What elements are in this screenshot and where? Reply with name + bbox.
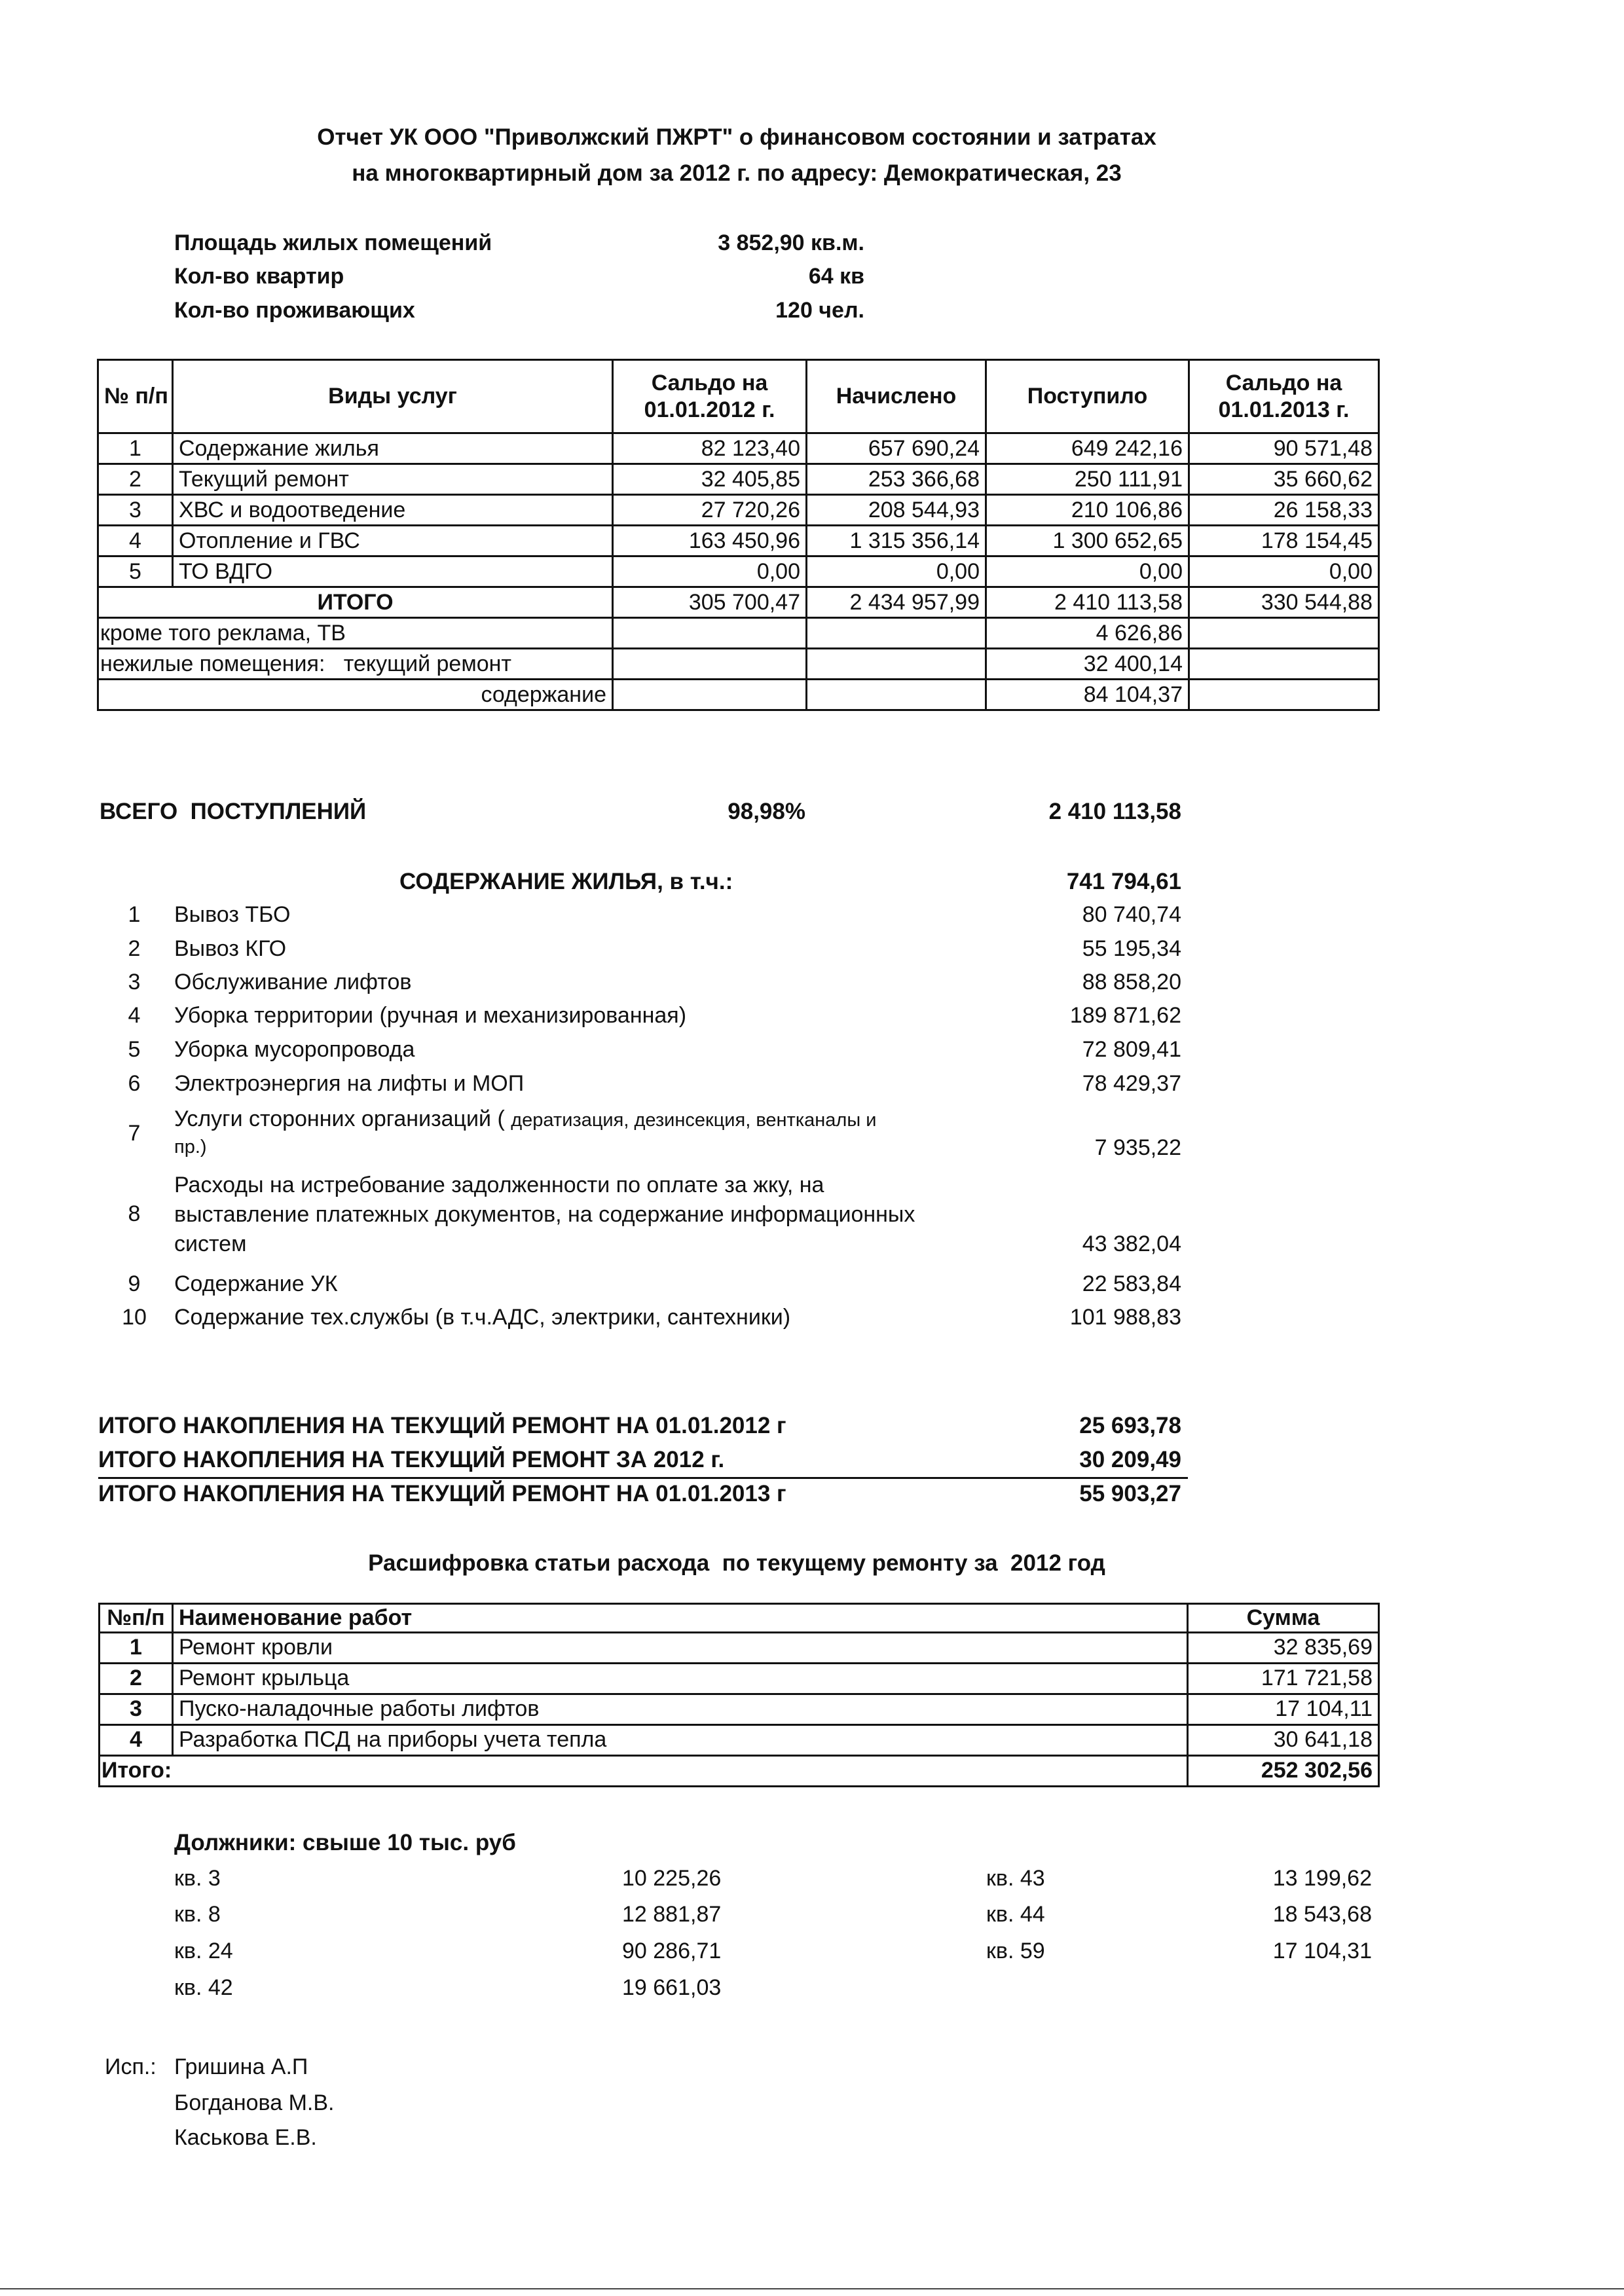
services-table (97, 359, 1380, 711)
work-name: Ремонт кровли (173, 1632, 1188, 1663)
executor-name: Гришина А.П (174, 2054, 308, 2079)
col-header-work: Наименование работ (173, 1604, 1188, 1633)
extra-received: 84 104,37 (986, 680, 1189, 710)
service-name: ТО ВДГО (173, 556, 613, 587)
item-name: Содержание тех.службы (в т.ч.АДС, электрики, сантехники) (174, 1305, 791, 1330)
report-title-line-1: Отчет УК ООО "Приволжский ПЖРТ" о финансовом состоянии и затратах (317, 124, 1156, 150)
saldo-end: 178 154,45 (1189, 526, 1379, 556)
received: 0,00 (986, 556, 1189, 587)
item-number: 4 (128, 1003, 141, 1028)
saldo-start: 0,00 (613, 556, 807, 587)
item-amount: 72 809,41 (1082, 1037, 1181, 1062)
table-row (98, 495, 1379, 526)
table-row (100, 1724, 1379, 1755)
row-number: 2 (98, 464, 173, 495)
table-row (100, 1694, 1379, 1724)
service-name: ХВС и водоотведение (173, 495, 613, 526)
repairs-total-row (100, 1755, 1379, 1786)
saldo-end: 0,00 (1189, 556, 1379, 587)
item-amount: 55 195,34 (1082, 936, 1181, 961)
service-name: Отопление и ГВС (173, 526, 613, 556)
row-number: 5 (98, 556, 173, 587)
saldo-start: 82 123,40 (613, 433, 807, 464)
debtor-amount: 18 543,68 (1272, 1902, 1372, 1927)
item-amount: 88 858,20 (1082, 970, 1181, 994)
saldo-start: 163 450,96 (613, 526, 807, 556)
maintenance-total: 741 794,61 (1066, 869, 1181, 894)
accumulation-divider (98, 1477, 1188, 1479)
item-name-line-2: выставление платежных документов, на содержание информационных (174, 1202, 915, 1227)
table-row (100, 1632, 1379, 1663)
row-number: 2 (100, 1663, 173, 1694)
col-header-number: № п/п (98, 360, 173, 433)
col-header-saldo-start: Сальдо на 01.01.2012 г. (613, 360, 807, 433)
repairs-table (98, 1603, 1380, 1787)
item-amount: 43 382,04 (1082, 1231, 1181, 1256)
extra-label: содержание (98, 680, 613, 710)
empty-cell (807, 649, 986, 680)
work-sum: 171 721,58 (1188, 1663, 1379, 1694)
item-name-main: Услуги сторонних организаций ( (174, 1106, 505, 1131)
total-saldo-start: 305 700,47 (613, 587, 807, 618)
service-name: Текущий ремонт (173, 464, 613, 495)
item-amount: 7 935,22 (1094, 1135, 1181, 1160)
row-number: 4 (98, 526, 173, 556)
total-saldo-end: 330 544,88 (1189, 587, 1379, 618)
table-row (98, 556, 1379, 587)
total-row (98, 587, 1379, 618)
debtor-apartment: кв. 24 (174, 1939, 233, 1963)
extra-label: кроме того реклама, ТВ (98, 618, 613, 649)
income-total-label: ВСЕГО ПОСТУПЛЕНИЙ (100, 799, 367, 824)
debtor-amount: 10 225,26 (622, 1866, 722, 1891)
scan-edge-line (0, 2288, 1624, 2289)
col-header-number: №п/п (100, 1604, 173, 1633)
item-number: 5 (128, 1037, 141, 1062)
executors-label: Исп.: (105, 2054, 157, 2079)
col-header-charged: Начислено (807, 360, 986, 433)
work-sum: 32 835,69 (1188, 1632, 1379, 1663)
repairs-total-label: Итого: (100, 1755, 1188, 1786)
debtor-amount: 90 286,71 (622, 1939, 722, 1963)
empty-cell (807, 680, 986, 710)
item-name-line-2: пр.) (174, 1137, 207, 1157)
total-label: ИТОГО (98, 587, 613, 618)
total-charged: 2 434 957,99 (807, 587, 986, 618)
maintenance-title: СОДЕРЖАНИЕ ЖИЛЬЯ, в т.ч.: (399, 869, 733, 894)
saldo-start: 32 405,85 (613, 464, 807, 495)
residents-label: Кол-во проживающих (174, 298, 415, 323)
item-name: Содержание УК (174, 1271, 338, 1296)
item-number: 1 (128, 902, 141, 927)
extra-received: 4 626,86 (986, 618, 1189, 649)
debtor-apartment: кв. 42 (174, 1975, 233, 2000)
apartments-value: 64 кв (808, 264, 864, 289)
item-name: Вывоз КГО (174, 936, 287, 961)
item-name: Уборка территории (ручная и механизированная) (174, 1003, 687, 1028)
debtor-amount: 13 199,62 (1272, 1866, 1372, 1891)
debtor-apartment: кв. 59 (986, 1939, 1045, 1963)
report-title-line-2: на многоквартирный дом за 2012 г. по адресу: Демократическая, 23 (352, 160, 1122, 186)
list-item (0, 1173, 1310, 1264)
empty-cell (807, 618, 986, 649)
debtor-apartment: кв. 8 (174, 1902, 221, 1927)
table-row (98, 464, 1379, 495)
work-name: Ремонт крыльца (173, 1663, 1188, 1694)
saldo-start: 27 720,26 (613, 495, 807, 526)
item-name: Обслуживание лифтов (174, 970, 412, 994)
empty-cell (613, 680, 807, 710)
item-name: Уборка мусоропровода (174, 1037, 415, 1062)
item-number: 10 (122, 1305, 147, 1330)
debtors-title: Должники: свыше 10 тыс. руб (174, 1830, 516, 1855)
income-total-amount: 2 410 113,58 (1048, 799, 1181, 824)
received: 649 242,16 (986, 433, 1189, 464)
item-name-line-1: Расходы на истребование задолженности по оплате за жку, на (174, 1173, 824, 1197)
work-sum: 30 641,18 (1188, 1724, 1379, 1755)
item-amount: 189 871,62 (1069, 1003, 1181, 1028)
accumulation-value-year: 30 209,49 (1079, 1447, 1181, 1472)
accumulation-label-year: ИТОГО НАКОПЛЕНИЯ НА ТЕКУЩИЙ РЕМОНТ ЗА 2012 г. (98, 1447, 725, 1472)
col-header-sum: Сумма (1188, 1604, 1379, 1633)
empty-cell (1189, 649, 1379, 680)
debtor-apartment: кв. 3 (174, 1866, 221, 1891)
area-value: 3 852,90 кв.м. (718, 230, 864, 255)
item-amount: 80 740,74 (1082, 902, 1181, 927)
work-sum: 17 104,11 (1188, 1694, 1379, 1724)
row-number: 1 (98, 433, 173, 464)
empty-cell (1189, 680, 1379, 710)
services-header-row (98, 360, 1379, 433)
item-name: Вывоз ТБО (174, 902, 291, 927)
accumulation-value-end: 55 903,27 (1079, 1481, 1181, 1506)
table-row (98, 526, 1379, 556)
item-name: Электроэнергия на лифты и МОП (174, 1071, 525, 1096)
service-name: Содержание жилья (173, 433, 613, 464)
row-number: 3 (100, 1694, 173, 1724)
repairs-total-sum: 252 302,56 (1188, 1755, 1379, 1786)
debtor-apartment: кв. 43 (986, 1866, 1045, 1891)
charged: 253 366,68 (807, 464, 986, 495)
debtor-apartment: кв. 44 (986, 1902, 1045, 1927)
extra-row-nonresidential-maintenance (98, 680, 1379, 710)
item-amount: 22 583,84 (1082, 1271, 1181, 1296)
saldo-end: 26 158,33 (1189, 495, 1379, 526)
debtor-amount: 19 661,03 (622, 1975, 722, 2000)
item-amount: 101 988,83 (1069, 1305, 1181, 1330)
col-header-received: Поступило (986, 360, 1189, 433)
empty-cell (613, 649, 807, 680)
table-row (100, 1663, 1379, 1694)
charged: 0,00 (807, 556, 986, 587)
repairs-title: Расшифровка статьи расхода по текущему ремонту за 2012 год (368, 1550, 1105, 1576)
table-row (98, 433, 1379, 464)
empty-cell (613, 618, 807, 649)
charged: 208 544,93 (807, 495, 986, 526)
row-number: 1 (100, 1632, 173, 1663)
accumulation-value-start: 25 693,78 (1079, 1413, 1181, 1438)
saldo-end: 35 660,62 (1189, 464, 1379, 495)
col-header-saldo-end: Сальдо на 01.01.2013 г. (1189, 360, 1379, 433)
item-number: 9 (128, 1271, 141, 1296)
item-number: 8 (128, 1201, 141, 1226)
received: 1 300 652,65 (986, 526, 1189, 556)
income-percent: 98,98% (728, 799, 805, 824)
work-name: Пуско-наладочные работы лифтов (173, 1694, 1188, 1724)
received: 250 111,91 (986, 464, 1189, 495)
residents-value: 120 чел. (775, 298, 864, 323)
extra-row-advertising (98, 618, 1379, 649)
area-label: Площадь жилых помещений (174, 230, 492, 255)
item-name-note: дератизация, дезинсекция, вентканалы и (511, 1110, 877, 1131)
row-number: 4 (100, 1724, 173, 1755)
charged: 1 315 356,14 (807, 526, 986, 556)
accumulation-label-end: ИТОГО НАКОПЛЕНИЯ НА ТЕКУЩИЙ РЕМОНТ НА 01.01.2013 г (98, 1481, 786, 1506)
charged: 657 690,24 (807, 433, 986, 464)
item-number: 7 (128, 1121, 141, 1146)
item-number: 2 (128, 936, 141, 961)
received: 210 106,86 (986, 495, 1189, 526)
debtor-amount: 17 104,31 (1272, 1939, 1372, 1963)
item-number: 6 (128, 1071, 141, 1096)
saldo-end: 90 571,48 (1189, 433, 1379, 464)
item-name-line-3: систем (174, 1231, 247, 1256)
col-header-service: Виды услуг (173, 360, 613, 433)
accumulation-label-start: ИТОГО НАКОПЛЕНИЯ НА ТЕКУЩИЙ РЕМОНТ НА 01.01.2012 г (98, 1413, 786, 1438)
total-received: 2 410 113,58 (986, 587, 1189, 618)
item-number: 3 (128, 970, 141, 994)
extra-label: нежилые помещения: текущий ремонт (98, 649, 613, 680)
list-item (0, 1106, 1310, 1172)
work-name: Разработка ПСД на приборы учета тепла (173, 1724, 1188, 1755)
extra-received: 32 400,14 (986, 649, 1189, 680)
executor-name: Богданова М.В. (174, 2090, 335, 2115)
debtor-amount: 12 881,87 (622, 1902, 722, 1927)
item-name-line-1 (174, 1106, 876, 1132)
extra-row-nonresidential-repair (98, 649, 1379, 680)
row-number: 3 (98, 495, 173, 526)
executor-name: Каськова Е.В. (174, 2125, 317, 2150)
repairs-header-row (100, 1604, 1379, 1633)
item-amount: 78 429,37 (1082, 1071, 1181, 1096)
empty-cell (1189, 618, 1379, 649)
apartments-label: Кол-во квартир (174, 264, 344, 289)
